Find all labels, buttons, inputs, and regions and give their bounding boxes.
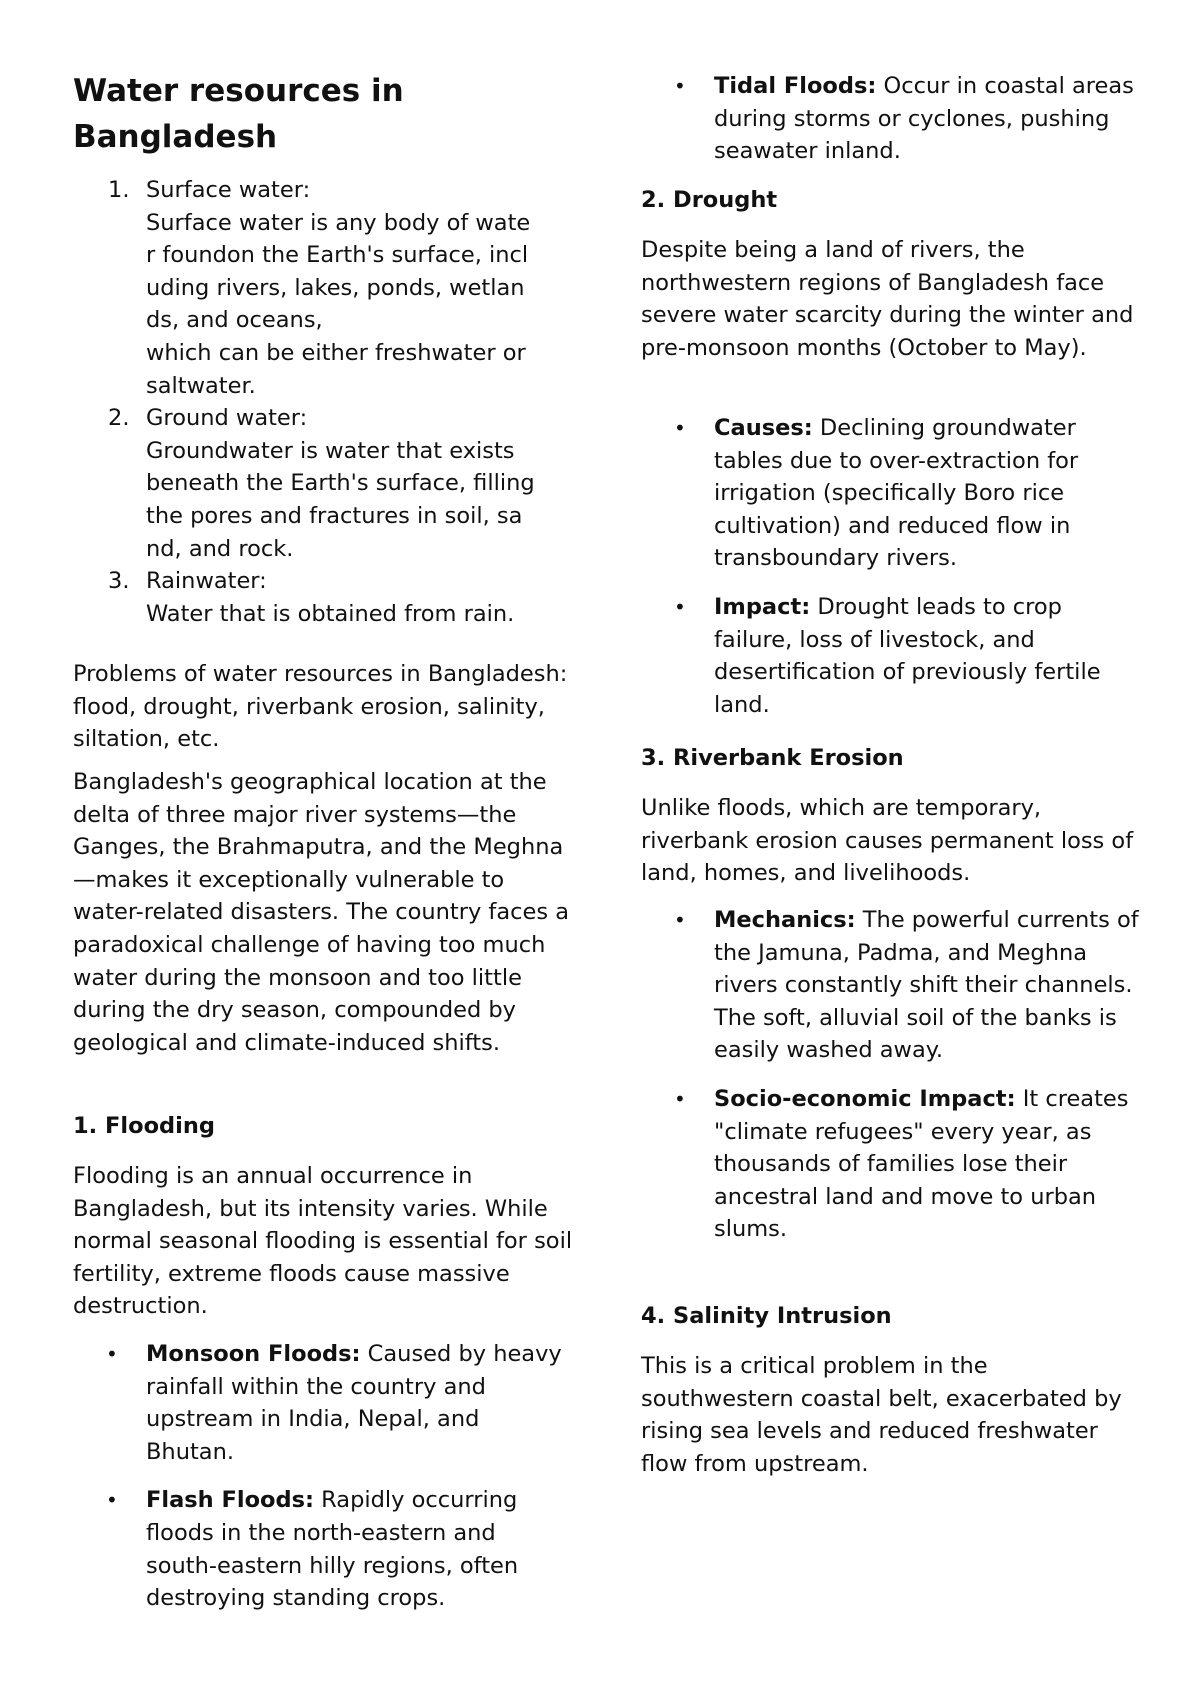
bullet-dot-icon: • [674,594,686,619]
list-line: r foundon the Earth's surface, incl [146,242,529,269]
bullet-text: Caused by heavy rainfall within the country and upstream in India, Nepal, and Bhutan. [146,1341,562,1465]
erosion-bullets [641,904,1141,1262]
list-line: nd, and rock. [146,535,294,562]
list-line: uding rivers, lakes, ponds, wetlan [146,274,525,301]
list-item-surface-water [73,174,573,402]
list-line: the pores and fractures in soil, sa [146,502,523,529]
list-line: which can be either freshwater or [146,339,526,366]
bullet-flash-floods [73,1484,573,1614]
bullet-mechanics [641,904,1141,1067]
drought-bullets [641,412,1141,737]
drought-heading: 2. Drought [641,187,778,213]
bullet-term: Socio-economic Impact: [714,1085,1016,1112]
list-line: beneath the Earth's surface, filling [146,470,535,497]
list-number: 1. [108,177,130,203]
list-item-ground-water [73,402,573,565]
bullet-term: Impact: [714,593,811,620]
bullet-term: Tidal Floods: [714,73,877,99]
list-label: Rainwater: [146,568,267,595]
list-number: 3. [108,568,130,595]
flooding-paragraph: Flooding is an annual occurrence in Bangladesh, but its intensity varies. While normal seasonal flooding is essential for soil fertility, extreme floods cause massive destruction. [73,1163,573,1320]
bullet-monsoon-floods [73,1338,573,1468]
bullet-text: Rapidly occurring floods in the north-eastern and south-eastern hilly regions, often destroying standing crops. [146,1487,519,1612]
salinity-paragraph: This is a critical problem in the southwestern coastal belt, exacerbated by rising sea levels and reduced freshwater flow from upstream. [641,1353,1122,1477]
flooding-heading: 1. Flooding [73,1113,215,1139]
bullet-dot-icon: • [106,1488,118,1513]
flooding-bullets [73,1338,573,1631]
bullet-term: Causes: [714,415,813,441]
bullet-text: Declining groundwater tables due to over-extraction for irrigation (specifically Boro rice cultivation) and reduced flow in transboundary rivers. [714,415,1079,572]
list-line: Water that is obtained from rain. [146,600,515,627]
problems-paragraph: Problems of water resources in Bangladesh: flood, drought, riverbank erosion, salinity, siltation, etc. [73,661,568,753]
list-label: Surface water: [146,177,311,203]
bullet-text: Occur in coastal areas during storms or cyclones, pushing seawater inland. [714,73,1134,165]
bullet-dot-icon: • [106,1342,118,1366]
bullet-text: Drought leads to crop failure, loss of livestock, and desertification of previously fertile land. [714,593,1101,718]
list-item-rainwater [73,565,573,630]
drought-paragraph: Despite being a land of rivers, the northwestern regions of Bangladesh face severe water scarcity during the winter and pre-monsoon months (October to May). [641,237,1134,361]
bullet-term: Flash Floods: [146,1487,315,1514]
bullet-impact [641,591,1141,721]
tidal-floods-bullets [641,70,1141,184]
list-line: saltwater. [146,372,256,399]
bullet-dot-icon: • [674,1086,686,1111]
water-types-list [73,174,573,630]
list-line: Surface water is any body of wate [146,209,531,236]
list-line: Groundwater is water that exists [146,437,515,464]
bullet-tidal-floods [641,70,1141,168]
erosion-heading: 3. Riverbank Erosion [641,745,904,771]
bullet-text: It creates "climate refugees" every year, as thousands of families lose their ancestral land and move to urban slums. [714,1085,1129,1243]
bullet-causes [641,412,1141,575]
erosion-paragraph: Unlike floods, which are temporary, riverbank erosion causes permanent loss of land, homes, and livelihoods. [641,795,1134,887]
bullet-text: The powerful currents of the Jamuna, Padma, and Meghna rivers constantly shift their channels. The soft, alluvial soil of the banks is easily washed away. [714,907,1139,1064]
intro-paragraph: Bangladesh's geographical location at the delta of three major river systems—the Ganges, the Brahmaputra, and the Meghna—makes it exceptionally vulnerable to water-related disasters. The country faces a paradoxical challenge of having too much water during the monsoon and too little during the dry season, compounded by geological and climate-induced shifts. [73,769,570,1056]
list-label: Ground water: [146,405,308,432]
bullet-dot-icon: • [674,908,686,932]
bullet-term: Monsoon Floods: [146,1341,361,1367]
salinity-heading: 4. Salinity Intrusion [641,1303,892,1329]
list-line: ds, and oceans, [146,307,323,334]
list-number: 2. [108,405,130,432]
bullet-dot-icon: • [674,74,686,98]
bullet-socio-economic-impact [641,1083,1141,1246]
bullet-dot-icon: • [674,416,686,440]
document-title: Water resources in Bangladesh [73,73,404,155]
bullet-term: Mechanics: [714,907,856,933]
